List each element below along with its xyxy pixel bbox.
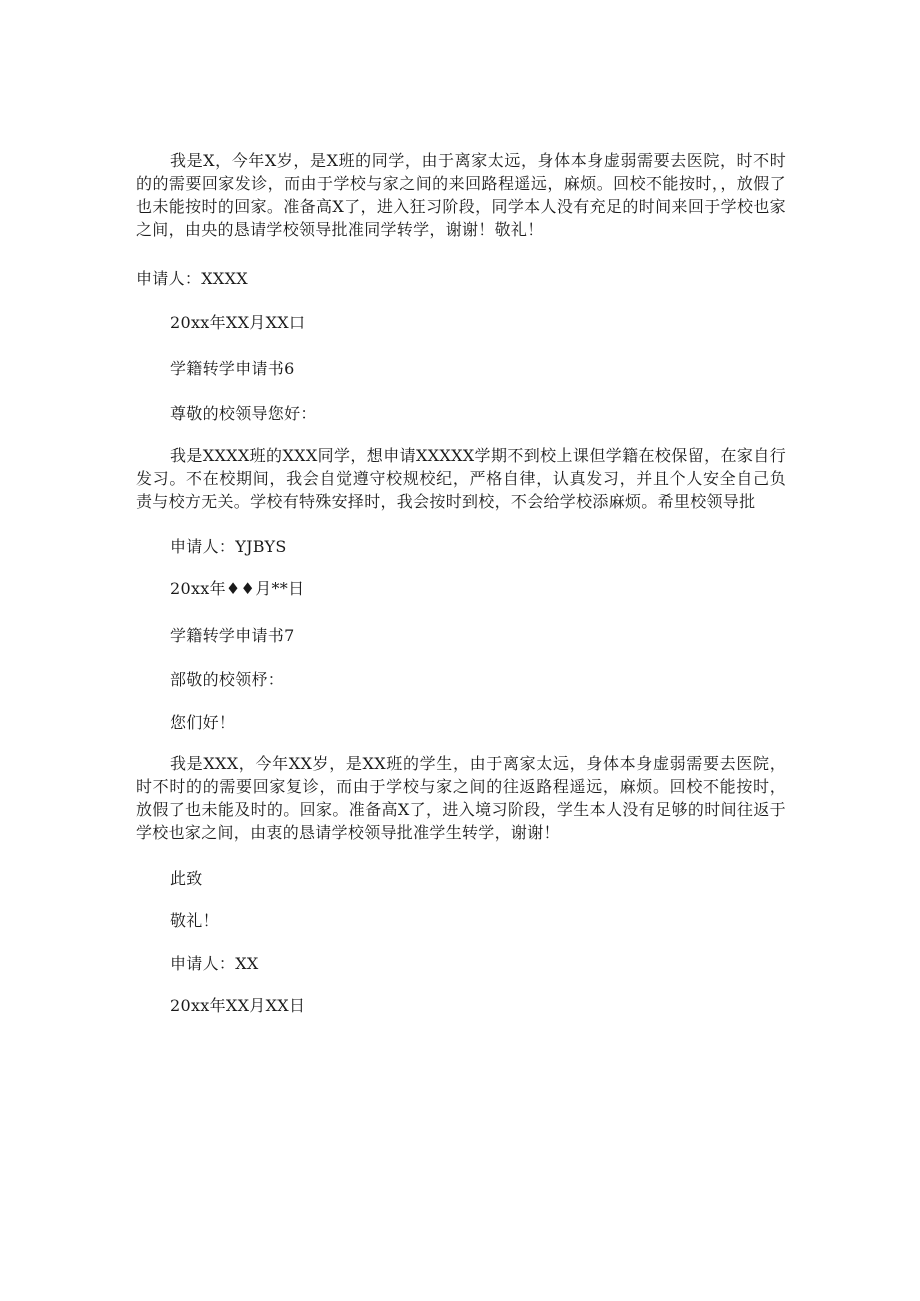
date-line-2: 20xx年♦♦月**日	[170, 579, 305, 598]
body-paragraph-1: 我是X，今年X岁，是X班的同学，由于离家太远，身体本身虚弱需要去医院，时不时的的需要回家发诊，而由于学校与家之间的来回路程遥远，麻烦。回校不能按时，，放假了也未能按时的回家。准备高X了，进入狂习阶段，同学本人没有充足的时间来回于学校也家之间，由央的恳请学校领导批准同学转学，谢谢！敬礼！	[136, 151, 786, 239]
greeting-line-6: 尊敬的校领导您好：	[170, 404, 317, 423]
section-heading-7: 学籍转学申请书7	[170, 626, 295, 645]
applicant-line-3: 申请人：XX	[170, 954, 259, 973]
body-paragraph-3: 我是XXX，今年XX岁，是XX班的学生，由于离家太远，身体本身虚弱需要去医院，时不时的的需要回家复诊，而由于学校与家之间的往返路程遥远，麻烦。回校不能按时，放假了也未能及时的。回家。准备高X了，进入境习阶段，学生本人没有足够的时间往返于学校也家之间，由衷的恳请学校领导批准学生转学，谢谢！	[136, 754, 786, 842]
date-line-3: 20xx年XX月XX日	[170, 996, 306, 1015]
greeting-line-7a: 部敬的校领杼：	[170, 670, 285, 689]
section-heading-6: 学籍转学申请书6	[170, 359, 295, 378]
closing-line-1: 此致	[170, 869, 203, 888]
greeting-line-7b: 您们好！	[170, 713, 236, 732]
closing-line-2: 敬礼！	[170, 911, 219, 930]
applicant-line-2: 申请人：YJBYS	[170, 537, 287, 556]
body-paragraph-2: 我是XXXX班的XXX同学，想申请XXXXX学期不到校上课但学籍在校保留，在家自行发习。不在校期间，我会自觉遵守校规校纪，严格自律，认真发习，并且个人安全自己负责与校方无关。学校有特殊安择时，我会按时到校，不会给学校添麻烦。希里校领导批	[136, 446, 786, 511]
date-line-1: 20xx年XX月XX口	[170, 313, 306, 332]
applicant-line-1: 申请人：XXXX	[136, 269, 248, 288]
